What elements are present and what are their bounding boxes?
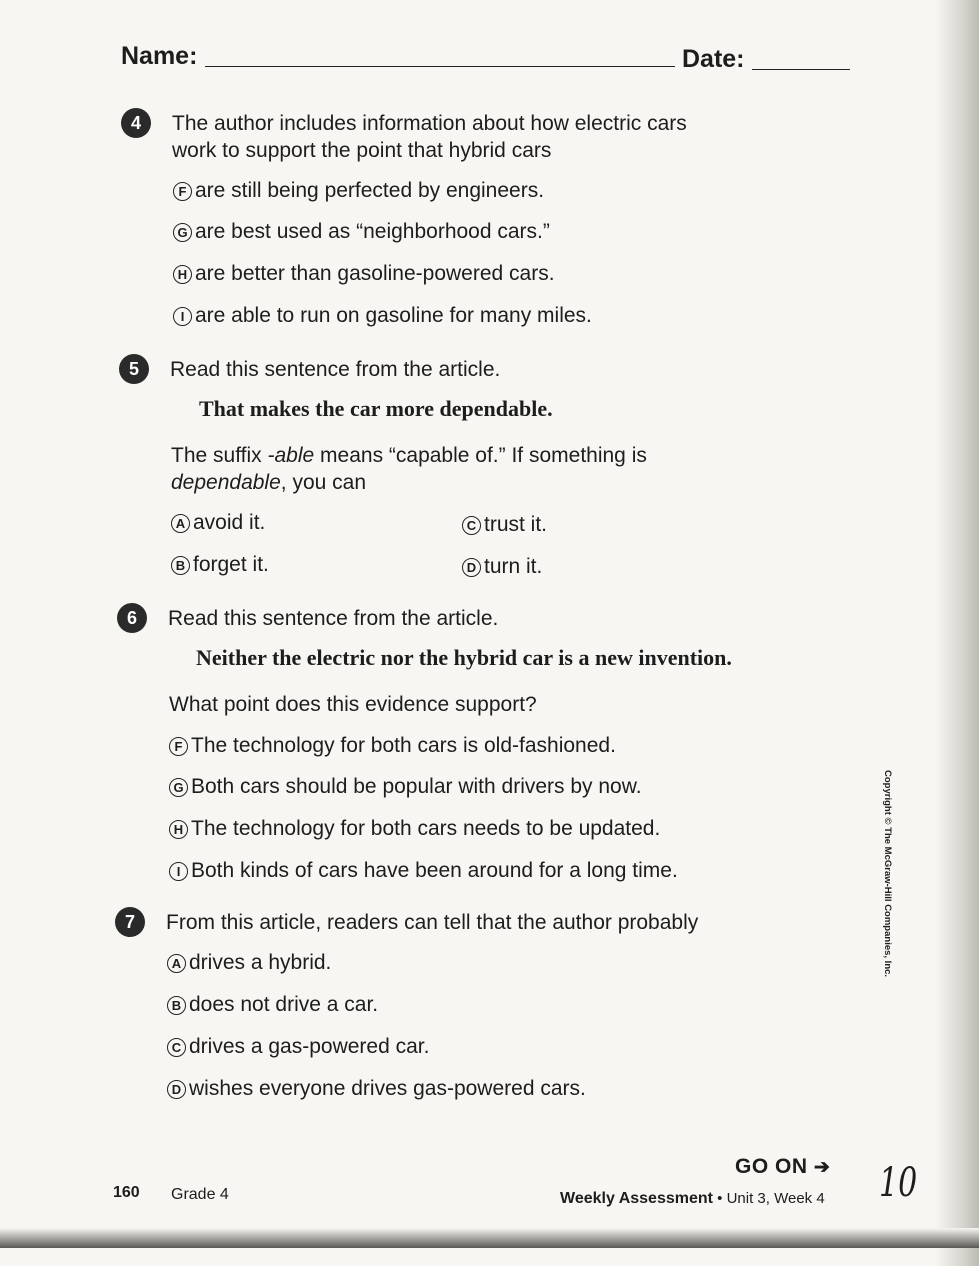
assessment-label [560, 1190, 825, 1208]
handwritten-score: 10 [879, 1160, 918, 1206]
question-6-option-h[interactable] [169, 817, 660, 841]
answer-bubble-c: C [462, 516, 481, 535]
option-text: Both kinds of cars have been around for a long time. [191, 859, 678, 882]
answer-bubble-g: G [169, 778, 188, 797]
question-7-prompt: From this article, readers can tell that the author probably [166, 911, 699, 934]
page-number: 160 [113, 1184, 140, 1201]
question-4-option-g[interactable] [173, 220, 550, 244]
option-text: turn it. [484, 555, 543, 578]
question-4-prompt-line-1: The author includes information about how electric cars [172, 112, 687, 135]
option-text: forget it. [193, 553, 269, 576]
answer-bubble-d: D [462, 558, 481, 577]
scan-edge [935, 0, 979, 1266]
question-7-option-b[interactable] [167, 993, 378, 1017]
option-text: are able to run on gasoline for many miles. [195, 304, 592, 327]
option-text: The technology for both cars needs to be updated. [191, 817, 661, 840]
followup-text: means “capable of.” If something is [314, 444, 647, 467]
grade-label: Grade 4 [171, 1186, 229, 1203]
question-5-followup-line-2 [171, 469, 366, 496]
name-field-line[interactable] [205, 66, 675, 67]
followup-text: , you can [280, 471, 367, 494]
question-number-7: 7 [115, 907, 145, 937]
answer-bubble-h: H [173, 265, 192, 284]
option-text: are better than gasoline-powered cars. [195, 262, 555, 285]
answer-bubble-b: B [171, 556, 190, 575]
question-5-option-b[interactable] [171, 553, 269, 577]
question-5-option-c[interactable] [462, 513, 547, 537]
date-label: Date: [682, 45, 745, 73]
question-6-option-f[interactable] [169, 734, 616, 758]
answer-bubble-d: D [167, 1080, 186, 1099]
answer-bubble-g: G [173, 223, 192, 242]
copyright-note: Copyright © The McGraw-Hill Companies, Inc. [882, 770, 893, 978]
option-text: drives a gas-powered car. [189, 1035, 430, 1058]
question-4-option-h[interactable] [173, 262, 555, 286]
assessment-title: Weekly Assessment [560, 1190, 713, 1207]
question-6-prompt: Read this sentence from the article. [168, 607, 499, 630]
answer-bubble-i: I [173, 307, 192, 326]
option-text: drives a hybrid. [189, 951, 332, 974]
question-6-followup: What point does this evidence support? [169, 693, 537, 716]
question-5-option-d[interactable] [462, 555, 542, 579]
option-text: Both cars should be popular with drivers by now. [191, 775, 642, 798]
go-on-text: GO ON [735, 1155, 808, 1178]
question-6-option-g[interactable] [169, 775, 642, 799]
answer-bubble-a: A [171, 514, 190, 533]
question-number-4: 4 [121, 108, 151, 138]
word-italic: dependable [171, 471, 281, 494]
question-4-option-f[interactable] [173, 179, 544, 203]
option-text: trust it. [484, 513, 548, 536]
question-5-prompt: Read this sentence from the article. [170, 358, 501, 381]
followup-text: The suffix [171, 444, 268, 467]
question-7-option-a[interactable] [167, 951, 331, 975]
option-text: are still being perfected by engineers. [195, 179, 545, 202]
question-5-quote: That makes the car more dependable. [199, 396, 553, 421]
question-4-prompt-line-2: work to support the point that hybrid cars [172, 139, 552, 162]
question-number-6: 6 [117, 603, 147, 633]
assessment-unit: • Unit 3, Week 4 [712, 1190, 825, 1207]
suffix-italic: -able [267, 444, 315, 467]
question-6-quote: Neither the electric nor the hybrid car is a new invention. [196, 645, 732, 670]
arrow-right-icon: ➔ [813, 1157, 831, 1178]
date-field-line[interactable] [752, 69, 850, 70]
name-label: Name: [121, 42, 198, 70]
answer-bubble-a: A [167, 954, 186, 973]
answer-bubble-f: F [169, 737, 188, 756]
option-text: does not drive a car. [189, 993, 379, 1016]
question-7-option-c[interactable] [167, 1035, 429, 1059]
option-text: are best used as “neighborhood cars.” [195, 220, 550, 243]
question-5-followup-line-1 [171, 442, 647, 469]
option-text: The technology for both cars is old-fashioned. [191, 734, 616, 757]
question-6-option-i[interactable] [169, 859, 678, 883]
question-7-option-d[interactable] [167, 1077, 586, 1101]
question-5-option-a[interactable] [171, 511, 265, 535]
go-on-label [735, 1155, 830, 1179]
answer-bubble-i: I [169, 862, 188, 881]
option-text: avoid it. [193, 511, 266, 534]
answer-bubble-c: C [167, 1038, 186, 1057]
answer-bubble-f: F [173, 182, 192, 201]
question-4-option-i[interactable] [173, 304, 592, 328]
answer-bubble-h: H [169, 820, 188, 839]
question-number-5: 5 [119, 354, 149, 384]
scan-bottom-edge [0, 1228, 979, 1248]
answer-bubble-b: B [167, 996, 186, 1015]
option-text: wishes everyone drives gas-powered cars. [189, 1077, 586, 1100]
